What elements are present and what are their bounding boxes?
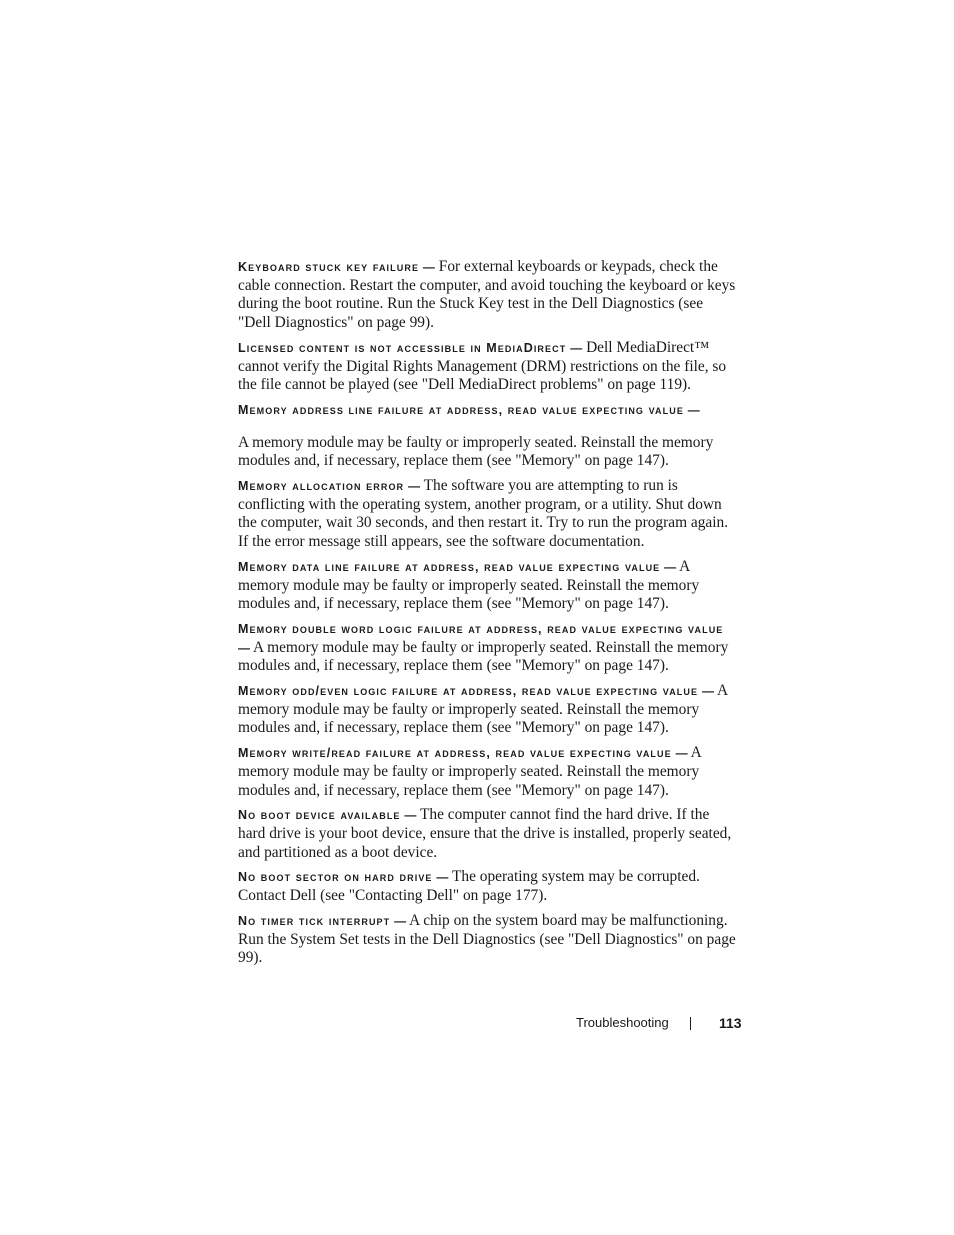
em-dash: — bbox=[436, 870, 449, 885]
page-footer bbox=[576, 1015, 742, 1031]
entry-memory-write-read bbox=[238, 744, 738, 800]
entry-memory-data-line bbox=[238, 558, 738, 614]
entry-text: The software you are attempting to run is conflicting with the operating system, another program, or a utility. Shut down the computer, wait 30 seconds, and then restart it. Try to run the program again. If the error message still appears, see the software documentation. bbox=[238, 477, 729, 551]
entry-text: A memory module may be faulty or improperly seated. Reinstall the memory modules and, if necessary, replace them (see "Memory" on page 147). bbox=[238, 682, 728, 737]
entry-text: A chip on the system board may be malfunctioning. Run the System Set tests in the Dell Diagnostics (see "Dell Diagnostics" on page 99). bbox=[238, 911, 736, 967]
em-dash: — bbox=[687, 402, 700, 417]
page-number: 113 bbox=[719, 1015, 742, 1031]
entry-text: The computer cannot find the hard drive. If the hard drive is your boot device, ensure that the drive is installed, properly seated, and partitioned as a boot device. bbox=[238, 806, 732, 861]
em-dash: — bbox=[394, 913, 407, 928]
entry-no-timer-tick bbox=[238, 912, 738, 968]
em-dash: — bbox=[238, 640, 250, 655]
entry-text: A memory module may be faulty or improperly seated. Reinstall the memory modules and, if necessary, replace them (see "Memory" on page 147). bbox=[238, 744, 701, 799]
entry-term: No boot sector on hard drive bbox=[238, 870, 433, 885]
em-dash: — bbox=[675, 746, 688, 761]
entry-memory-odd-even bbox=[238, 682, 738, 738]
footer-separator bbox=[690, 1017, 691, 1030]
entry-text: Dell MediaDirect™ cannot verify the Digital Rights Management (DRM) restrictions on the file, so the file cannot be played (see "Dell MediaDirect problems" on page 119). bbox=[238, 338, 727, 394]
entry-term: Keyboard stuck key failure bbox=[238, 260, 420, 274]
entry-text: The operating system may be corrupted. Contact Dell (see "Contacting Dell" on page 177). bbox=[238, 868, 700, 905]
entry-text: For external keyboards or keypads, check the cable connection. Restart the computer, and avoid touching the keyboard or keys during the boot routine. Run the Stuck Key test in the Dell Diagnostics (see "Dell Diagnostics" on page 99). bbox=[238, 258, 736, 332]
entry-term: No timer tick interrupt bbox=[238, 913, 391, 928]
em-dash: — bbox=[422, 260, 435, 274]
entry-term: Memory double word logic failure at address, read value expecting value bbox=[238, 621, 724, 636]
em-dash: — bbox=[570, 340, 583, 355]
entry-term: Memory odd/even logic failure at address, read value expecting value bbox=[238, 684, 699, 699]
entry-term: Licensed content is not accessible in MediaDirect bbox=[238, 340, 567, 355]
entry-term: Memory write/read failure at address, read value expecting value bbox=[238, 746, 672, 761]
entry-memory-address-line-heading bbox=[238, 401, 738, 420]
entry-licensed-content bbox=[238, 339, 738, 395]
em-dash: — bbox=[664, 559, 677, 574]
entry-text: A memory module may be faulty or improperly seated. Reinstall the memory modules and, if necessary, replace them (see "Memory" on page 147). bbox=[238, 557, 700, 613]
entry-memory-allocation bbox=[238, 477, 738, 552]
footer-section-title: Troubleshooting bbox=[576, 1015, 669, 1030]
entry-text: A memory module may be faulty or improperly seated. Reinstall the memory modules and, if necessary, replace them (see "Memory" on page 147). bbox=[238, 433, 714, 470]
entry-keyboard-stuck-key bbox=[238, 258, 738, 333]
entry-memory-double-word bbox=[238, 620, 738, 676]
entry-text: A memory module may be faulty or improperly seated. Reinstall the memory modules and, if necessary, replace them (see "Memory" on page 147). bbox=[238, 638, 729, 675]
entry-memory-address-line-text bbox=[238, 434, 738, 471]
entry-term: Memory allocation error bbox=[238, 479, 405, 494]
em-dash: — bbox=[408, 479, 421, 494]
em-dash: — bbox=[404, 808, 417, 823]
entry-no-boot-sector bbox=[238, 868, 738, 905]
document-body bbox=[238, 258, 738, 974]
entry-term: Memory address line failure at address, read value expecting value bbox=[238, 402, 684, 417]
em-dash: — bbox=[701, 684, 714, 699]
entry-term: No boot device available bbox=[238, 808, 401, 823]
entry-term: Memory data line failure at address, read value expecting value bbox=[238, 559, 661, 574]
entry-no-boot-device bbox=[238, 806, 738, 862]
